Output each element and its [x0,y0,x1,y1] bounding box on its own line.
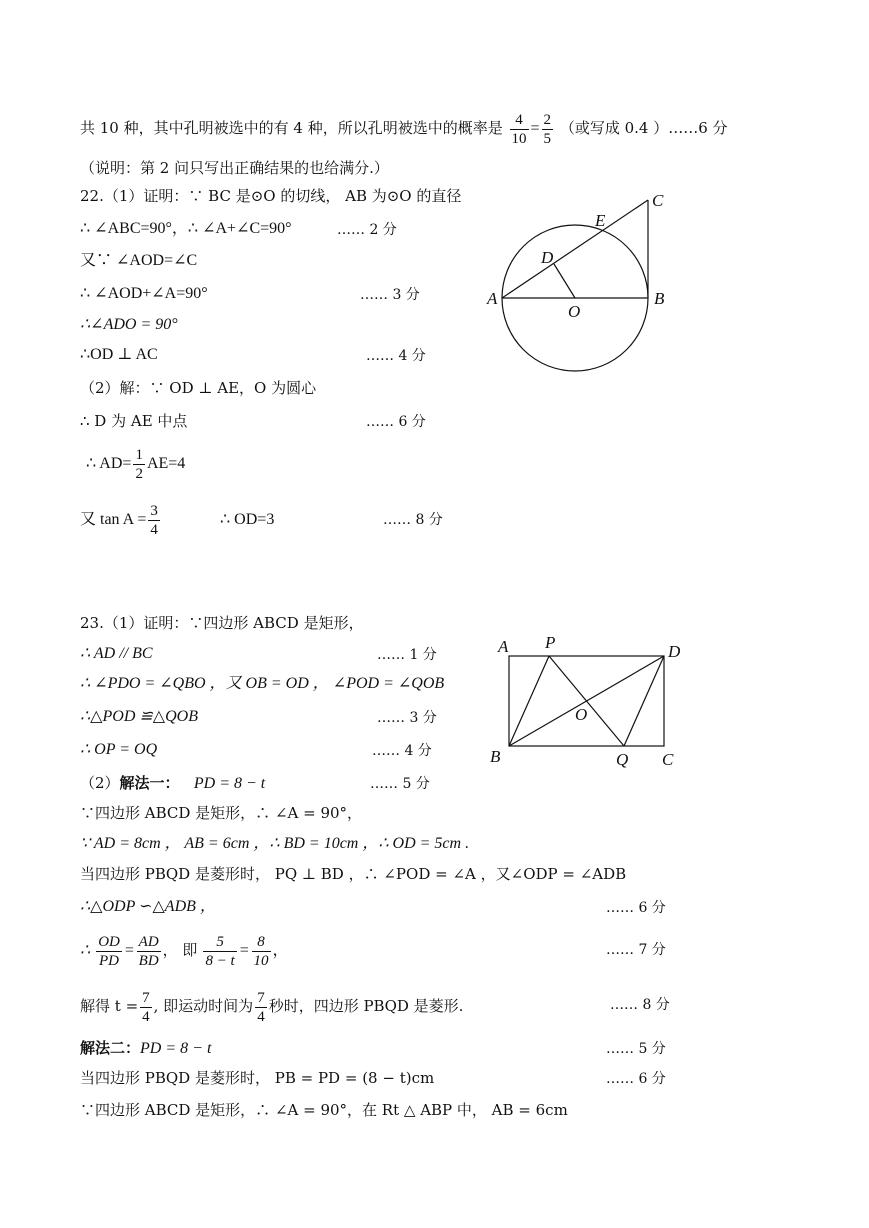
q23-line-6: （2）解法一： PD = 8 − t [80,774,266,792]
q22-line-7: （2）解：∵ OD ⊥ AE，O 为圆心 [80,379,317,397]
q23-line-5: ∴ OP = OQ [80,741,158,758]
q23-score-5a: …… 5 分 [370,776,430,792]
q23-line-7: ∵四边形 ABCD 是矩形，∴ ∠A = 90°， [80,804,363,822]
fraction-4-10: $\frac{4}{10}$ [511,111,527,147]
q23-score-6a: …… 6 分 [606,900,666,916]
q22-score-4: …… 4 分 [366,348,426,364]
label-a: A [498,637,509,656]
q23-line-10: ∴△ODP ∽△ADB ， [80,898,216,915]
label-o: O [568,302,581,321]
method-two-label: 解法二： [80,1039,141,1057]
label-e: E [595,211,606,230]
q22-score-8: …… 8 分 [383,512,443,528]
q23-score-3: …… 3 分 [377,710,437,726]
q23-line-3: ∴ ∠PDO = ∠QBO ，又 OB = OD ， ∠POD = ∠QOB [80,675,445,692]
line-ac [502,200,648,298]
q22-line-8: ∴ D 为 AE 中点 [80,412,188,430]
fraction-7-4: $\frac{7}{4}$ [142,989,150,1025]
q22-line-10: 又 tan A = $\frac{3}{4}$ [80,502,158,538]
fraction-ad-bd: $\frac{AD}{BD}$ [138,933,159,969]
q22-line-9: ∴ AD= $\frac{1}{2}$ AE=4 [86,446,186,482]
intro-text-b: （或写成 0.4 ）……6 分 [559,119,728,137]
q23-score-8: …… 8 分 [610,997,670,1013]
q23-figure [485,630,685,775]
q23-score-7: …… 7 分 [606,942,666,958]
line-qd [624,656,664,746]
fraction-od-pd: $\frac{OD}{PD}$ [98,933,120,969]
q23-line-13: 解法二：PD = 8 − t [80,1039,212,1057]
q22-line-3: 又∵ ∠AOD=∠C [80,252,198,269]
method-one-label: 解法一： [119,774,180,792]
label-p: P [545,633,556,652]
q23-line-8: ∵ AD = 8cm ， AB = 6cm ，∴ BD = 10cm ，∴ OD = 5cm . [80,835,470,852]
q23-line-4: ∴△POD ≌△QOB [80,708,198,725]
label-d: D [541,248,554,267]
label-c: C [652,191,664,210]
q23-line-11: ∴ $\frac{OD}{PD}$ = $\frac{AD}{BD}$ ， 即 $\frac{5}{8 - t}$ = $\frac{8}{10}$ ， [80,933,289,969]
q22-line-6: ∴OD ⊥ AC [80,346,158,363]
q23-score-5b: …… 5 分 [606,1041,666,1057]
q23-score-6b: …… 6 分 [606,1071,666,1087]
q23-line-15: ∵四边形 ABCD 是矩形，∴ ∠A = 90°，在 Rt △ ABP 中， AB = 6cm [80,1101,568,1119]
q22-score-6: …… 6 分 [366,414,426,430]
q23-score-1: …… 1 分 [377,647,437,663]
q22-line-4: ∴ ∠AOD+∠A=90° [80,285,208,302]
fraction-5-8t: $\frac{5}{8 - t}$ [205,933,235,969]
line-bp [509,656,549,746]
q22-od-result: ∴ OD=3 [220,511,275,528]
line-od [554,264,575,298]
fraction-8-10: $\frac{8}{10}$ [253,933,269,969]
label-b: B [490,747,501,766]
label-q: Q [616,750,629,769]
fraction-7-4-b: $\frac{7}{4}$ [257,989,265,1025]
q23-line-2: ∴ AD // BC [80,645,153,662]
intro-line: 共 10 种，其中孔明被选中的有 4 种，所以孔明被选中的概率是 $\frac{4}{10}$ = $\frac{2}{5}$ （或写成 0.4 ）……6 分 [80,111,728,147]
q22-score-2: …… 2 分 [337,222,397,238]
q23-line-1: 23.（1）证明：∵四边形 ABCD 是矩形， [80,614,364,632]
q23-score-4: …… 4 分 [372,743,432,759]
q22-line-1: 22.（1）证明：∵ BC 是⊙O 的切线， AB 为⊙O 的直径 [80,187,462,205]
q23-line-12: 解得 t = $\frac{7}{4}$ , 即运动时间为 $\frac{7}{4}$ 秒时，四边形 PBQD 是菱形. [80,989,464,1025]
line-bd [509,656,664,746]
intro-text-a: 共 10 种，其中孔明被选中的有 4 种，所以孔明被选中的概率是 [80,119,503,137]
intro-note: （说明：第 2 问只写出正确结果的也给满分.） [80,159,389,177]
fraction-3-4: $\frac{3}{4}$ [150,502,158,538]
label-a: A [487,289,498,308]
q22-line-5: ∴∠ADO = 90° [80,316,178,333]
fraction-1-2: $\frac{1}{2}$ [135,446,143,482]
q22-score-3: …… 3 分 [360,287,420,303]
q22-figure [480,185,700,385]
label-o: O [575,705,588,724]
q23-line-14: 当四边形 PBQD 是菱形时， PB = PD = (8 − t)cm [80,1069,435,1087]
label-c: C [662,750,674,769]
fraction-2-5: $\frac{2}{5}$ [543,111,552,147]
q22-line-2: ∴ ∠ABC=90°，∴ ∠A+∠C=90° [80,220,292,237]
label-b: B [654,289,665,308]
label-d: D [668,642,681,661]
q23-line-9: 当四边形 PBQD 是菱形时， PQ ⊥ BD ，∴ ∠POD = ∠A ，又∠ODP = ∠ADB [80,865,627,883]
